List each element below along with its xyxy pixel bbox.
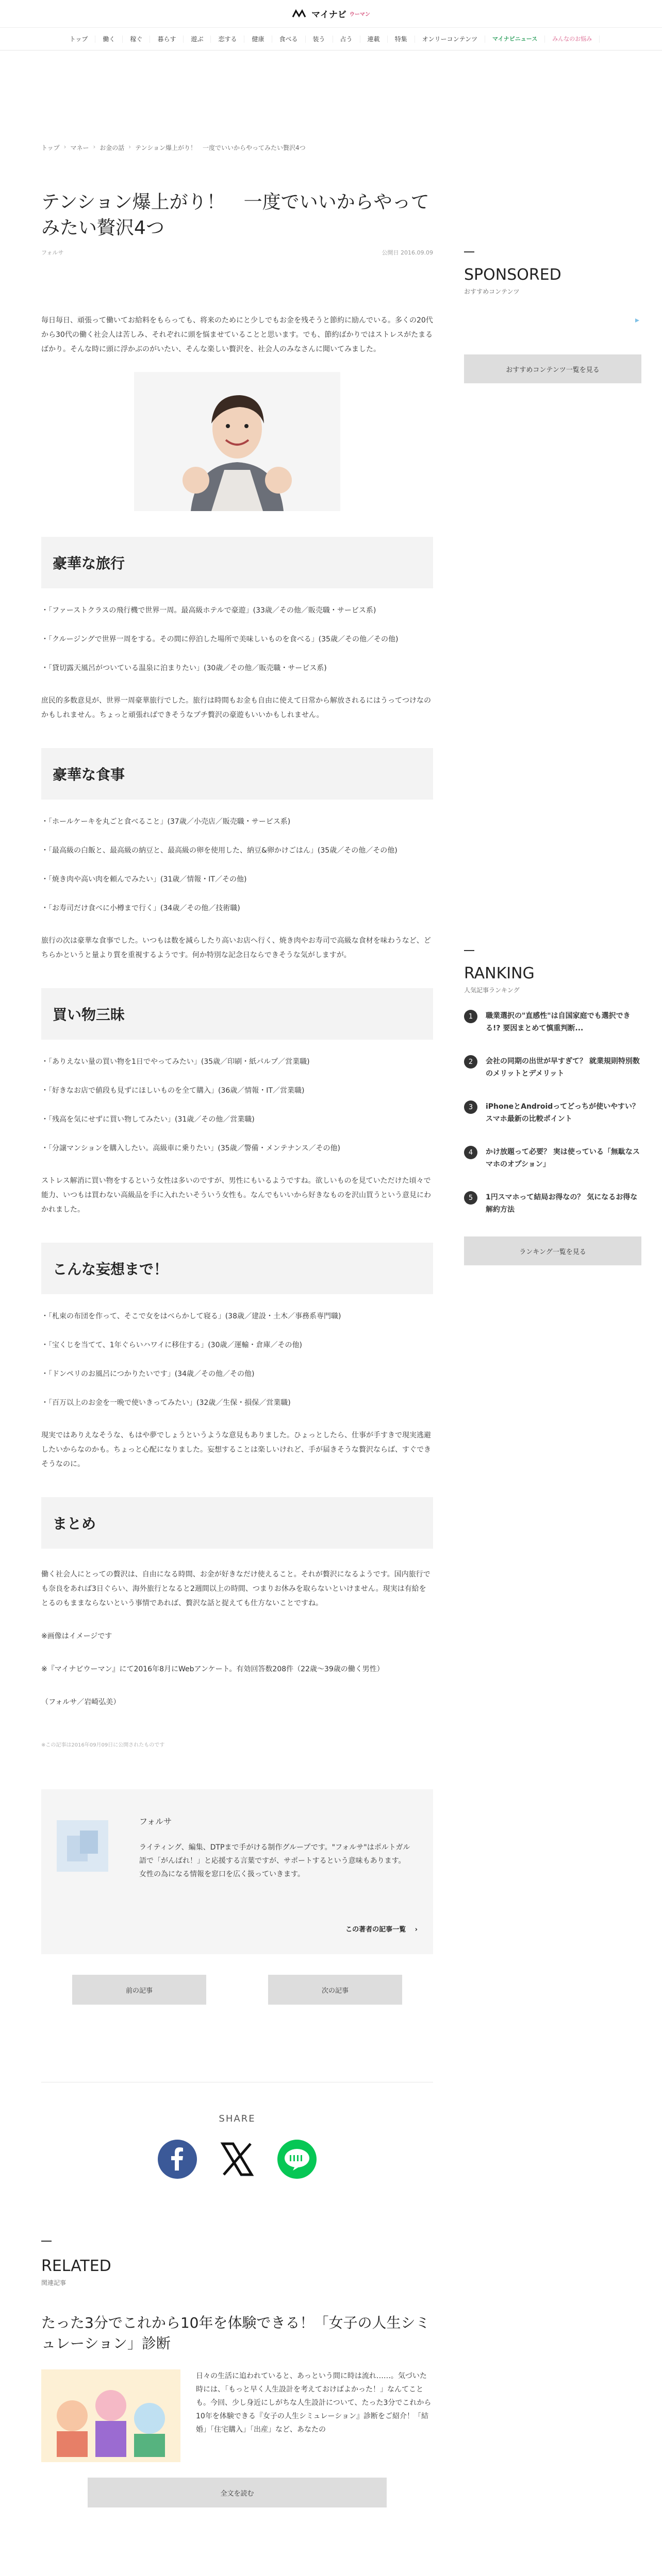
- article-note: ※『マイナビウーマン』にて2016年8月にWebアンケート。有効回答数208件（22歳〜39歳の働く男性）: [41, 1665, 384, 1673]
- related-article-image[interactable]: [41, 2369, 180, 2462]
- ranking-item-title: 会社の同期の出世が早すぎて？ 就業規則特別数のメリットとデメリット: [486, 1057, 640, 1078]
- line-share-button[interactable]: [277, 2140, 317, 2179]
- survey-comment: ・「お寿司だけ食べに小樽まで行く」(34歳／その他／技術職): [41, 904, 240, 912]
- gnav-item[interactable]: 働く: [95, 36, 123, 43]
- writer-articles-link[interactable]: [345, 1924, 418, 1934]
- gnav-item[interactable]: マイナビニュース: [485, 36, 545, 43]
- gnav-item[interactable]: 食べる: [272, 36, 306, 43]
- survey-comment: ・「貸切露天風呂がついている温泉に泊まりたい」(30歳／その他／販売職・サービス系): [41, 664, 327, 672]
- article-note: （フォルサ／岩崎弘美）: [41, 1698, 121, 1706]
- logo-mark-icon: [292, 9, 308, 19]
- related-rule: [41, 2241, 52, 2242]
- gnav-item[interactable]: 遊ぶ: [184, 36, 211, 43]
- facebook-share-button[interactable]: [158, 2140, 197, 2179]
- related-title: RELATED: [41, 2257, 111, 2275]
- writer-articles-link-label: この著者の記事一覧: [345, 1926, 406, 1934]
- survey-comment: ・「好きなお店で値段も見ずにほしいものを全て購入」(36歳／情報・IT／営業職): [41, 1087, 305, 1095]
- gnav-item[interactable]: みんなのお悩み: [545, 36, 600, 43]
- article-pager: [41, 1975, 433, 2005]
- share-title: SHARE: [219, 2113, 256, 2124]
- sidebar: [464, 174, 641, 1265]
- chevron-right-icon: ›: [93, 143, 96, 150]
- ranking-list-button[interactable]: ランキング一覧を見る: [464, 1236, 641, 1265]
- gnav-item[interactable]: 連載: [360, 36, 388, 43]
- x-icon: [218, 2140, 257, 2179]
- ranking-number: 4: [464, 1146, 477, 1159]
- line-icon: [277, 2140, 317, 2179]
- gnav-item[interactable]: 暮らす: [150, 36, 184, 43]
- writer-box: [41, 1789, 433, 1954]
- ranking-item[interactable]: [464, 1100, 641, 1125]
- related-article-title[interactable]: たった3分でこれから10年を体験できる！「女子の人生シミュレーション」診断: [41, 2314, 430, 2352]
- woman-photo-icon: [134, 372, 340, 511]
- survey-comment: ・「ドンペリのお風呂につかりたいです」(34歳／その他／その他): [41, 1370, 255, 1378]
- chevron-right-icon: ›: [63, 143, 67, 150]
- illustration-icon: [41, 2369, 180, 2462]
- ranking-number: 5: [464, 1191, 477, 1205]
- ranking-number: 1: [464, 1010, 477, 1023]
- ranking-rule: [464, 950, 474, 951]
- ranking-item[interactable]: [464, 1191, 641, 1216]
- section-heading: 豪華な食事: [41, 748, 433, 800]
- read-more-button[interactable]: 全文を読む: [88, 2478, 387, 2507]
- breadcrumb-item[interactable]: マネー: [70, 144, 89, 151]
- ranking-item[interactable]: [464, 1055, 641, 1080]
- survey-comment: ・「焼き肉や高い肉を頼んでみたい」(31歳／情報・IT／その他): [41, 875, 247, 884]
- writer-description: ライティング、編集、DTPまで手がける制作グループです。"フォルサ"はポルトガル語で「がんばれ！」と応援する言葉ですが、サポートするという意味もあります。女性の為になる情報を窓口を広く扱っていきます。: [139, 1843, 410, 1878]
- article-main: [41, 174, 433, 2507]
- site-logo[interactable]: [292, 7, 370, 20]
- related-subtitle: 関連記事: [41, 2279, 67, 2286]
- ranking-item[interactable]: [464, 1010, 641, 1035]
- survey-comment: ・「札束の布団を作って、そこで女をはべらかして寝る」(38歳／建設・土木／事務系専門職): [41, 1312, 341, 1320]
- article-meta: [41, 248, 433, 257]
- section-paragraph: 現実ではありえなそうな、もはや夢でしょうというような意見もありました。ひょっとしたら、仕事が手すきで現実逃避したいからなのかも。ちょっと心配になりました。妄想することは楽しいけれど、手が届きそうな贅沢ならば、すぐできそうなのに。: [41, 1431, 431, 1468]
- sponsored-title: SPONSORED: [464, 266, 561, 284]
- gnav-item[interactable]: 装う: [306, 36, 333, 43]
- x-share-button[interactable]: [218, 2140, 257, 2179]
- section-paragraph: 庶民的多数意見が、世界一周豪華旅行でした。旅行は時間もお金も自由に使えて日常から解放されるにはうってつけなのかもしれません。ちょっと頑張ればできそうなプチ贅沢の豪遊もいいかもしれません。: [41, 697, 431, 719]
- prev-article-button[interactable]: 前の記事: [72, 1975, 206, 2005]
- survey-comment: ・「百万以上のお金を一晩で使いきってみたい」(32歳／生保・損保／営業職): [41, 1399, 291, 1407]
- ranking-number: 3: [464, 1100, 477, 1114]
- breadcrumb-item: テンション爆上がり！ 一度でいいからやってみたい贅沢4つ: [135, 144, 306, 151]
- section-paragraph: 働く社会人にとっての贅沢は、自由になる時間、お金が好きなだけ使えること。それが贅沢になるようです。国内旅行でも奈良をあれば3日ぐらい、海外旅行となると2週間以上の時間、つまりお休みを取らないといけません。現実は有給をとるのもままならないという事情であれば、贅沢な話と捉えても仕方ないことですね。: [41, 1570, 431, 1607]
- ranking-number: 2: [464, 1055, 477, 1069]
- facebook-icon: [158, 2140, 197, 2179]
- published-note: ※この記事は2016年09月09日に公開されたものです: [41, 1742, 165, 1748]
- gnav-item[interactable]: トップ: [62, 36, 96, 43]
- survey-comment: ・「ファーストクラスの飛行機で世界一周。最高級ホテルで豪遊」(33歳／その他／販売職・サービス系): [41, 606, 376, 615]
- ranking-subtitle: 人気記事ランキング: [464, 987, 520, 994]
- sponsored-subtitle: おすすめコンテンツ: [464, 288, 520, 295]
- gnav-item[interactable]: オンリーコンテンツ: [415, 36, 485, 43]
- ranking-item-title: 職業選択の"直感性"は自国家庭でも選択できる!? 要因まとめて慎重判断...: [486, 1012, 631, 1032]
- section-heading: こんな妄想まで！: [41, 1243, 433, 1294]
- sponsored-list-button[interactable]: おすすめコンテンツ一覧を見る: [464, 354, 641, 383]
- gnav-item[interactable]: 健康: [244, 36, 272, 43]
- ranking-item-title: かけ放題って必要？ 実は使っている「無駄なスマホのオプション」: [486, 1148, 640, 1168]
- survey-comment: ・「ありえない量の買い物を1日でやってみたい」(35歳／印刷・紙パルプ／営業職): [41, 1058, 310, 1066]
- global-nav: [0, 28, 662, 50]
- related-article-excerpt: 日々の生活に追われていると、あっという間に時は流れ……。気づいた時には、「もっと早く人生設計を考えておけばよかった！」なんてことも。今回、少し身近にしがちな人生設計について、たった3分でこれから10年を体験できる『女子の人生シミュレーション』診断をご紹介！「結婚」「住宅購入」「出産」など、あなたの: [196, 2372, 432, 2434]
- sponsored-ad-slot[interactable]: [464, 316, 641, 350]
- article-title: テンション爆上がり！ 一度でいいからやってみたい贅沢4つ: [41, 192, 429, 239]
- section-heading: 豪華な旅行: [41, 537, 433, 588]
- survey-comment: ・「最高級の白飯と、最高級の納豆と、最高級の卵を使用した、納豆&卵かけごはん」(35歳／その他／その他): [41, 846, 398, 855]
- sponsored-rule: [464, 251, 474, 252]
- ad-choices-icon: [464, 316, 641, 350]
- logo-text: マイナビ: [311, 10, 346, 20]
- ranking-title: RANKING: [464, 964, 535, 982]
- logo-subtext: ウーマン: [349, 12, 370, 18]
- next-article-button[interactable]: 次の記事: [268, 1975, 402, 2005]
- writer-image-icon: [57, 1820, 108, 1872]
- section-paragraph: ストレス解消に買い物をするという女性は多いのですが、男性にもいるようですね。欲しいものを見ていただけた頃々で能力、いつもは買わない高級品を手に入れたいそういう女性も。なんでもいいから好きなものを沢山買うという意見にわかれました。: [41, 1177, 431, 1214]
- article-author[interactable]: フォルサ: [41, 249, 64, 256]
- ranking-item[interactable]: [464, 1146, 641, 1171]
- share-buttons: [41, 2140, 433, 2179]
- gnav-item[interactable]: 恋する: [211, 36, 244, 43]
- survey-comment: ・「ホールケーキを丸ごと食べること」(37歳／小売店／販売職・サービス系): [41, 818, 291, 826]
- ranking-item-title: iPhoneとAndroidってどっちが使いやすい？ スマホ最新の比較ポイント: [486, 1103, 639, 1123]
- survey-comment: ・「クルージングで世界一周をする。その間に停泊した場所で美味しいものを食べる」(35歳／その他／その他): [41, 635, 399, 643]
- section-heading: 買い物三昧: [41, 988, 433, 1040]
- breadcrumb: [10, 50, 652, 152]
- article-date: 公開日 2016.09.09: [382, 249, 433, 256]
- site-header: [0, 0, 662, 28]
- article-hero-image: [134, 372, 340, 511]
- breadcrumb-item[interactable]: トップ: [41, 144, 60, 151]
- chevron-right-icon: ›: [408, 1926, 418, 1934]
- breadcrumb-item[interactable]: お金の話: [100, 144, 125, 151]
- gnav-item[interactable]: 稼ぐ: [123, 36, 150, 43]
- survey-comment: ・「残高を気にせずに買い物してみたい」(31歳／その他／営業職): [41, 1115, 255, 1124]
- survey-comment: ・「宝くじを当てて、1年ぐらいハワイに移住する」(30歳／運輸・倉庫／その他): [41, 1341, 302, 1349]
- survey-comment: ・「分譲マンションを購入したい。高級車に乗りたい」(35歳／警備・メンテナンス／その他): [41, 1144, 340, 1153]
- chevron-right-icon: ›: [128, 143, 131, 150]
- section-paragraph: 旅行の次は豪華な食事でした。いつもは数を減らしたり高いお店へ行く、焼き肉やお寿司で高級な食材を味わうなど、どちらかというと量より質を重視するようです。何か特別な記念日ならできそうな気がしますが。: [41, 937, 431, 959]
- related-article-body: [41, 2369, 433, 2462]
- gnav-item[interactable]: 特集: [388, 36, 415, 43]
- article-lead: 毎日毎日、頑張って働いてお給料をもらっても、将来のためにと少しでもお金を残そうと節約に励んでいる。多くの20代から30代の働く社会人は苦しみ、それぞれに頭を悩ませていることと思います。でも、節約ばかりではストレスがたまるばかり。そんな時に頭に浮かぶのがいたい、そんな楽しい贅沢を、社会人のみなさんに聞いてみました。: [41, 316, 433, 353]
- section-heading: まとめ: [41, 1497, 433, 1549]
- writer-avatar: [57, 1820, 108, 1872]
- gnav-item[interactable]: 占う: [333, 36, 360, 43]
- writer-name[interactable]: フォルサ: [139, 1817, 172, 1826]
- article-note: ※画像はイメージです: [41, 1632, 112, 1640]
- ranking-item-title: 1円スマホって結局お得なの？ 気になるお得な解約方法: [486, 1193, 638, 1214]
- ranking-list: [464, 1010, 641, 1216]
